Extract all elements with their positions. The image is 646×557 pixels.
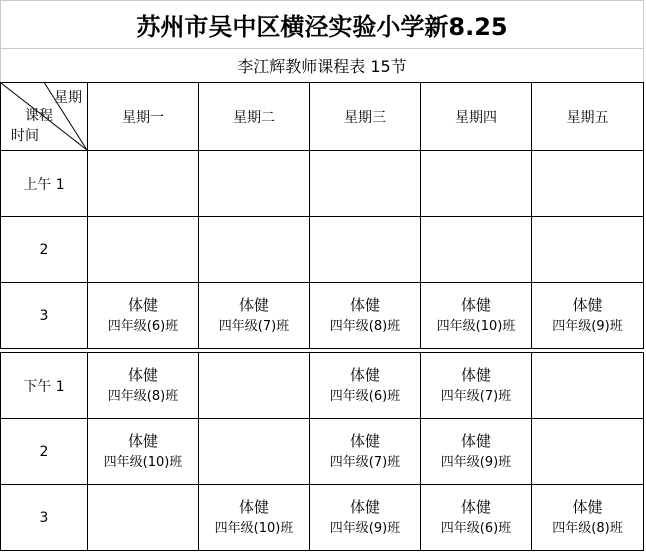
lesson-cell [310, 485, 421, 551]
lesson-class: 四年级(9)班 [552, 318, 623, 334]
lesson-class: 四年级(8)班 [107, 388, 179, 404]
lesson-cell [421, 283, 532, 349]
period-row [1, 353, 644, 419]
lesson-subject: 体健 [349, 365, 380, 384]
lesson-subject: 体健 [127, 365, 158, 384]
lesson-subject: 体健 [460, 295, 491, 314]
lesson-cell [88, 485, 199, 551]
period-row [1, 419, 644, 485]
lesson-cell [310, 151, 421, 217]
lesson-cell [532, 283, 644, 349]
timetable-grid [0, 82, 644, 551]
lesson-class: 四年级(6)班 [329, 388, 401, 404]
lesson-class: 四年级(8)班 [552, 520, 623, 536]
lesson-class: 四年级(9)班 [440, 454, 512, 470]
lesson-cell [88, 419, 199, 485]
lesson-cell [199, 283, 310, 349]
day-header: 星期一 [88, 83, 199, 151]
period-row [1, 217, 644, 283]
day-header: 星期四 [421, 83, 532, 151]
lesson-class: 四年级(10)班 [103, 454, 183, 470]
lesson-class: 四年级(10)班 [436, 318, 516, 334]
page-title: 苏州市吴中区横泾实验小学新8.25 [0, 0, 644, 48]
lesson-class: 四年级(6)班 [440, 520, 512, 536]
lesson-subject: 体健 [349, 431, 380, 450]
lesson-cell [310, 419, 421, 485]
day-header: 星期二 [199, 83, 310, 151]
lesson-class: 四年级(7)班 [440, 388, 512, 404]
lesson-subject: 体健 [460, 431, 491, 450]
day-header: 星期三 [310, 83, 421, 151]
lesson-cell [88, 283, 199, 349]
lesson-class: 四年级(6)班 [107, 318, 179, 334]
period-label: 2 [1, 217, 88, 283]
lesson-subject: 体健 [349, 295, 380, 314]
lesson-class: 四年级(10)班 [214, 520, 294, 536]
period-row [1, 151, 644, 217]
lesson-cell [421, 419, 532, 485]
corner-course-label: 课程 [25, 108, 53, 124]
lesson-subject: 体健 [238, 497, 269, 516]
lesson-subject: 体健 [572, 497, 603, 516]
lesson-cell [421, 485, 532, 551]
lesson-class: 四年级(8)班 [329, 318, 401, 334]
lesson-class: 四年级(7)班 [218, 318, 290, 334]
lesson-cell [199, 353, 310, 419]
lesson-cell [421, 353, 532, 419]
lesson-cell [532, 353, 644, 419]
period-label: 下午 1 [1, 353, 88, 419]
period-label: 2 [1, 419, 88, 485]
lesson-cell [310, 353, 421, 419]
lesson-subject: 体健 [238, 295, 269, 314]
lesson-cell [88, 151, 199, 217]
period-label: 上午 1 [1, 151, 88, 217]
lesson-class: 四年级(7)班 [329, 454, 401, 470]
corner-time-label: 时间 [11, 128, 39, 144]
lesson-subject: 体健 [127, 431, 158, 450]
lesson-cell [532, 151, 644, 217]
lesson-subject: 体健 [349, 497, 380, 516]
lesson-cell [421, 217, 532, 283]
lesson-subject: 体健 [127, 295, 158, 314]
lesson-cell [88, 353, 199, 419]
period-row [1, 283, 644, 349]
lesson-subject: 体健 [572, 295, 603, 314]
corner-day-label: 星期 [54, 90, 82, 106]
header-row [1, 83, 644, 151]
lesson-cell [310, 283, 421, 349]
lesson-cell [532, 419, 644, 485]
period-label: 3 [1, 283, 88, 349]
period-label: 3 [1, 485, 88, 551]
lesson-cell [199, 419, 310, 485]
lesson-cell [310, 217, 421, 283]
lesson-cell [199, 217, 310, 283]
lesson-cell [421, 151, 532, 217]
day-header: 星期五 [532, 83, 644, 151]
lesson-cell [199, 151, 310, 217]
lesson-cell [199, 485, 310, 551]
lesson-subject: 体健 [460, 365, 491, 384]
lesson-cell [88, 217, 199, 283]
lesson-cell [532, 485, 644, 551]
lesson-cell [532, 217, 644, 283]
period-row [1, 485, 644, 551]
lesson-class: 四年级(9)班 [329, 520, 401, 536]
corner-cell [1, 83, 88, 151]
timetable-subtitle: 李江辉教师课程表 15节 [0, 48, 644, 82]
lesson-subject: 体健 [460, 497, 491, 516]
